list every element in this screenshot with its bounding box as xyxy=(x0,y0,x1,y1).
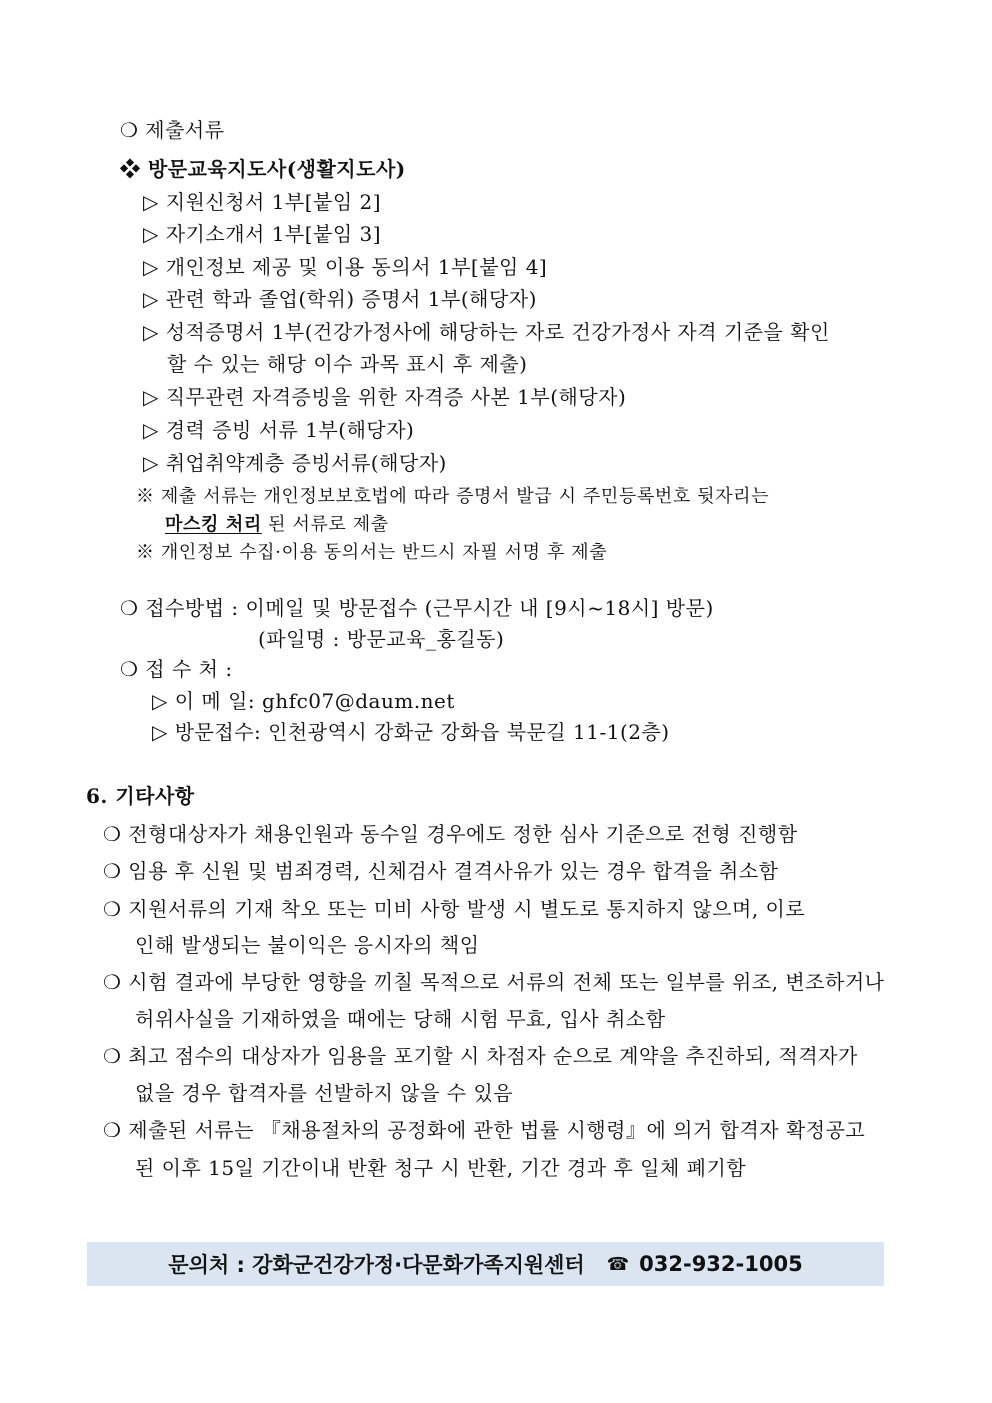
list-item-continuation: 인해 발생되는 불이익은 응시자의 책임 xyxy=(135,933,480,957)
note-signature: ※ 개인정보 수집·이용 동의서는 반드시 자필 서명 후 제출 xyxy=(136,542,608,563)
reception-filename: (파일명 : 방문교육_홍길동) xyxy=(258,627,505,651)
phone-icon: ☎ xyxy=(606,1253,630,1275)
list-item-continuation: 없을 경우 합격자를 선발하지 않을 수 있음 xyxy=(135,1081,514,1105)
list-item-continuation: 된 이후 15일 기간이내 반환 청구 시 반환, 기간 경과 후 일체 폐기함 xyxy=(135,1156,747,1180)
list-item: ▷ 개인정보 제공 및 이용 동의서 1부[붙임 4] xyxy=(143,255,548,279)
reception-email: ▷ 이 메 일: ghfc07@daum.net xyxy=(152,689,455,713)
list-item: ▷ 취업취약계층 증빙서류(해당자) xyxy=(143,451,447,475)
documents-heading: ❍ 제출서류 xyxy=(120,118,225,142)
contact-label: 문의처 : 강화군건강가정·다문화가족지원센터 xyxy=(168,1253,585,1277)
list-item-continuation: 허위사실을 기재하였을 때에는 당해 시험 무효, 입사 취소함 xyxy=(135,1007,666,1031)
list-item: ▷ 직무관련 자격증빙을 위한 자격증 사본 1부(해당자) xyxy=(143,385,627,409)
documents-subheading: ❖ 방문교육지도사(생활지도사) xyxy=(120,157,406,181)
list-item: ▷ 관련 학과 졸업(학위) 증명서 1부(해당자) xyxy=(143,287,537,311)
contact-footer xyxy=(87,1242,884,1286)
list-item: ❍ 지원서류의 기재 착오 또는 미비 사항 발생 시 별도로 통지하지 않으며, 이로 xyxy=(103,897,806,921)
note-masking: ※ 제출 서류는 개인정보보호법에 따라 증명서 발급 시 주민등록번호 뒷자리는 xyxy=(136,486,770,507)
list-item: ▷ 자기소개서 1부[붙임 3] xyxy=(143,222,382,246)
reception-visit: ▷ 방문접수: 인천광역시 강화군 강화읍 북문길 11-1(2층) xyxy=(152,720,670,744)
list-item: ▷ 지원신청서 1부[붙임 2] xyxy=(143,190,382,214)
note-masking-continuation xyxy=(165,511,389,539)
reception-place-label: ❍ 접 수 처 : xyxy=(120,657,233,681)
list-item: ▷ 성적증명서 1부(건강가정사에 해당하는 자로 건강가정사 자격 기준을 확인 xyxy=(143,320,830,344)
masking-emphasis: 마스킹 처리 xyxy=(165,514,262,535)
list-item: ▷ 경력 증빙 서류 1부(해당자) xyxy=(143,418,415,442)
note-masking-rest: 된 서류로 제출 xyxy=(261,514,389,535)
list-item: ❍ 최고 점수의 대상자가 임용을 포기할 시 차점자 순으로 계약을 추진하되, 적격자가 xyxy=(103,1044,858,1068)
list-item: ❍ 임용 후 신원 및 범죄경력, 신체검사 결격사유가 있는 경우 합격을 취소함 xyxy=(103,859,779,883)
section-title: 6. 기타사항 xyxy=(86,784,195,808)
reception-method: ❍ 접수방법 : 이메일 및 방문접수 (근무시간 내 [9시~18시] 방문) xyxy=(120,596,714,620)
list-item-continuation: 할 수 있는 해당 이수 과목 표시 후 제출) xyxy=(167,352,528,376)
list-item: ❍ 전형대상자가 채용인원과 동수일 경우에도 정한 심사 기준으로 전형 진행함 xyxy=(103,822,798,846)
phone-number: 032-932-1005 xyxy=(639,1252,803,1276)
list-item: ❍ 시험 결과에 부당한 영향을 끼칠 목적으로 서류의 전체 또는 일부를 위조, 변조하거나 xyxy=(103,970,885,994)
list-item: ❍ 제출된 서류는 『채용절차의 공정화에 관한 법률 시행령』에 의거 합격자 확정공고 xyxy=(103,1118,866,1142)
